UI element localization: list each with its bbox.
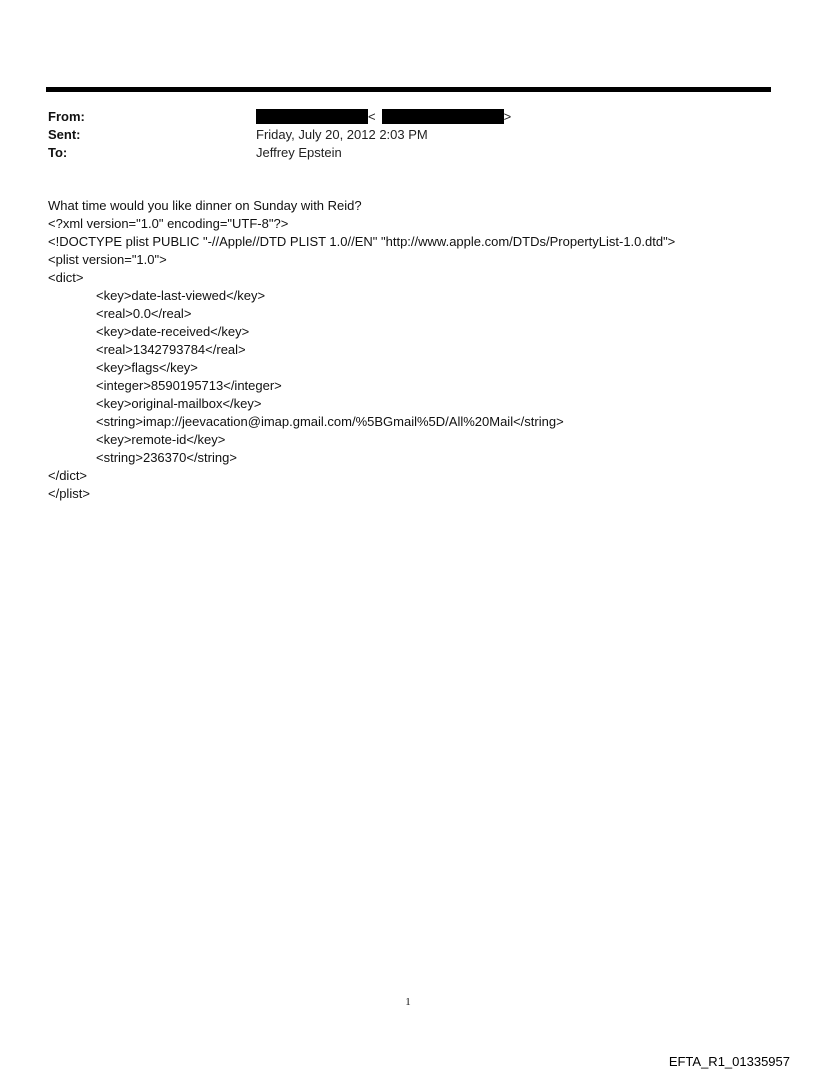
dict-line: <key>date-received</key> (96, 324, 250, 339)
doctype-line: <!DOCTYPE plist PUBLIC "-//Apple//DTD PLIST 1.0//EN" "http://www.apple.com/DTDs/PropertyList-1.0.dtd"> (48, 234, 676, 249)
dict-line: <real>1342793784</real> (96, 342, 246, 357)
message-line: What time would you like dinner on Sunday with Reid? (48, 198, 362, 213)
bates-number: EFTA_R1_01335957 (668, 1054, 790, 1069)
sent-value: Friday, July 20, 2012 2:03 PM (256, 127, 428, 142)
dict-open: <dict> (48, 270, 84, 285)
from-close-bracket: > (503, 109, 512, 124)
page-number: 1 (405, 996, 411, 1008)
dict-close: </dict> (48, 468, 88, 483)
sent-label: Sent: (48, 127, 81, 142)
redaction-block (382, 109, 504, 124)
plist-close: </plist> (48, 486, 90, 501)
header-rule (46, 87, 771, 92)
dict-line: <key>flags</key> (96, 360, 198, 375)
from-value (256, 108, 511, 126)
to-label: To: (48, 145, 68, 160)
dict-line: <string>236370</string> (96, 450, 237, 465)
plist-open: <plist version="1.0"> (48, 252, 167, 267)
email-body (48, 197, 768, 503)
dict-line: <key>remote-id</key> (96, 432, 226, 447)
xml-declaration: <?xml version="1.0" encoding="UTF-8"?> (48, 216, 289, 231)
dict-line: <real>0.0</real> (96, 306, 192, 321)
to-value: Jeffrey Epstein (256, 145, 342, 160)
dict-line: <key>date-last-viewed</key> (96, 288, 266, 303)
dict-line: <string>imap://jeevacation@imap.gmail.com/%5BGmail%5D/All%20Mail</string> (96, 414, 564, 429)
redaction-block (256, 109, 368, 124)
dict-line: <integer>8590195713</integer> (96, 378, 282, 393)
from-open-bracket: < (368, 109, 376, 124)
from-label: From: (48, 109, 85, 124)
dict-line: <key>original-mailbox</key> (96, 396, 262, 411)
